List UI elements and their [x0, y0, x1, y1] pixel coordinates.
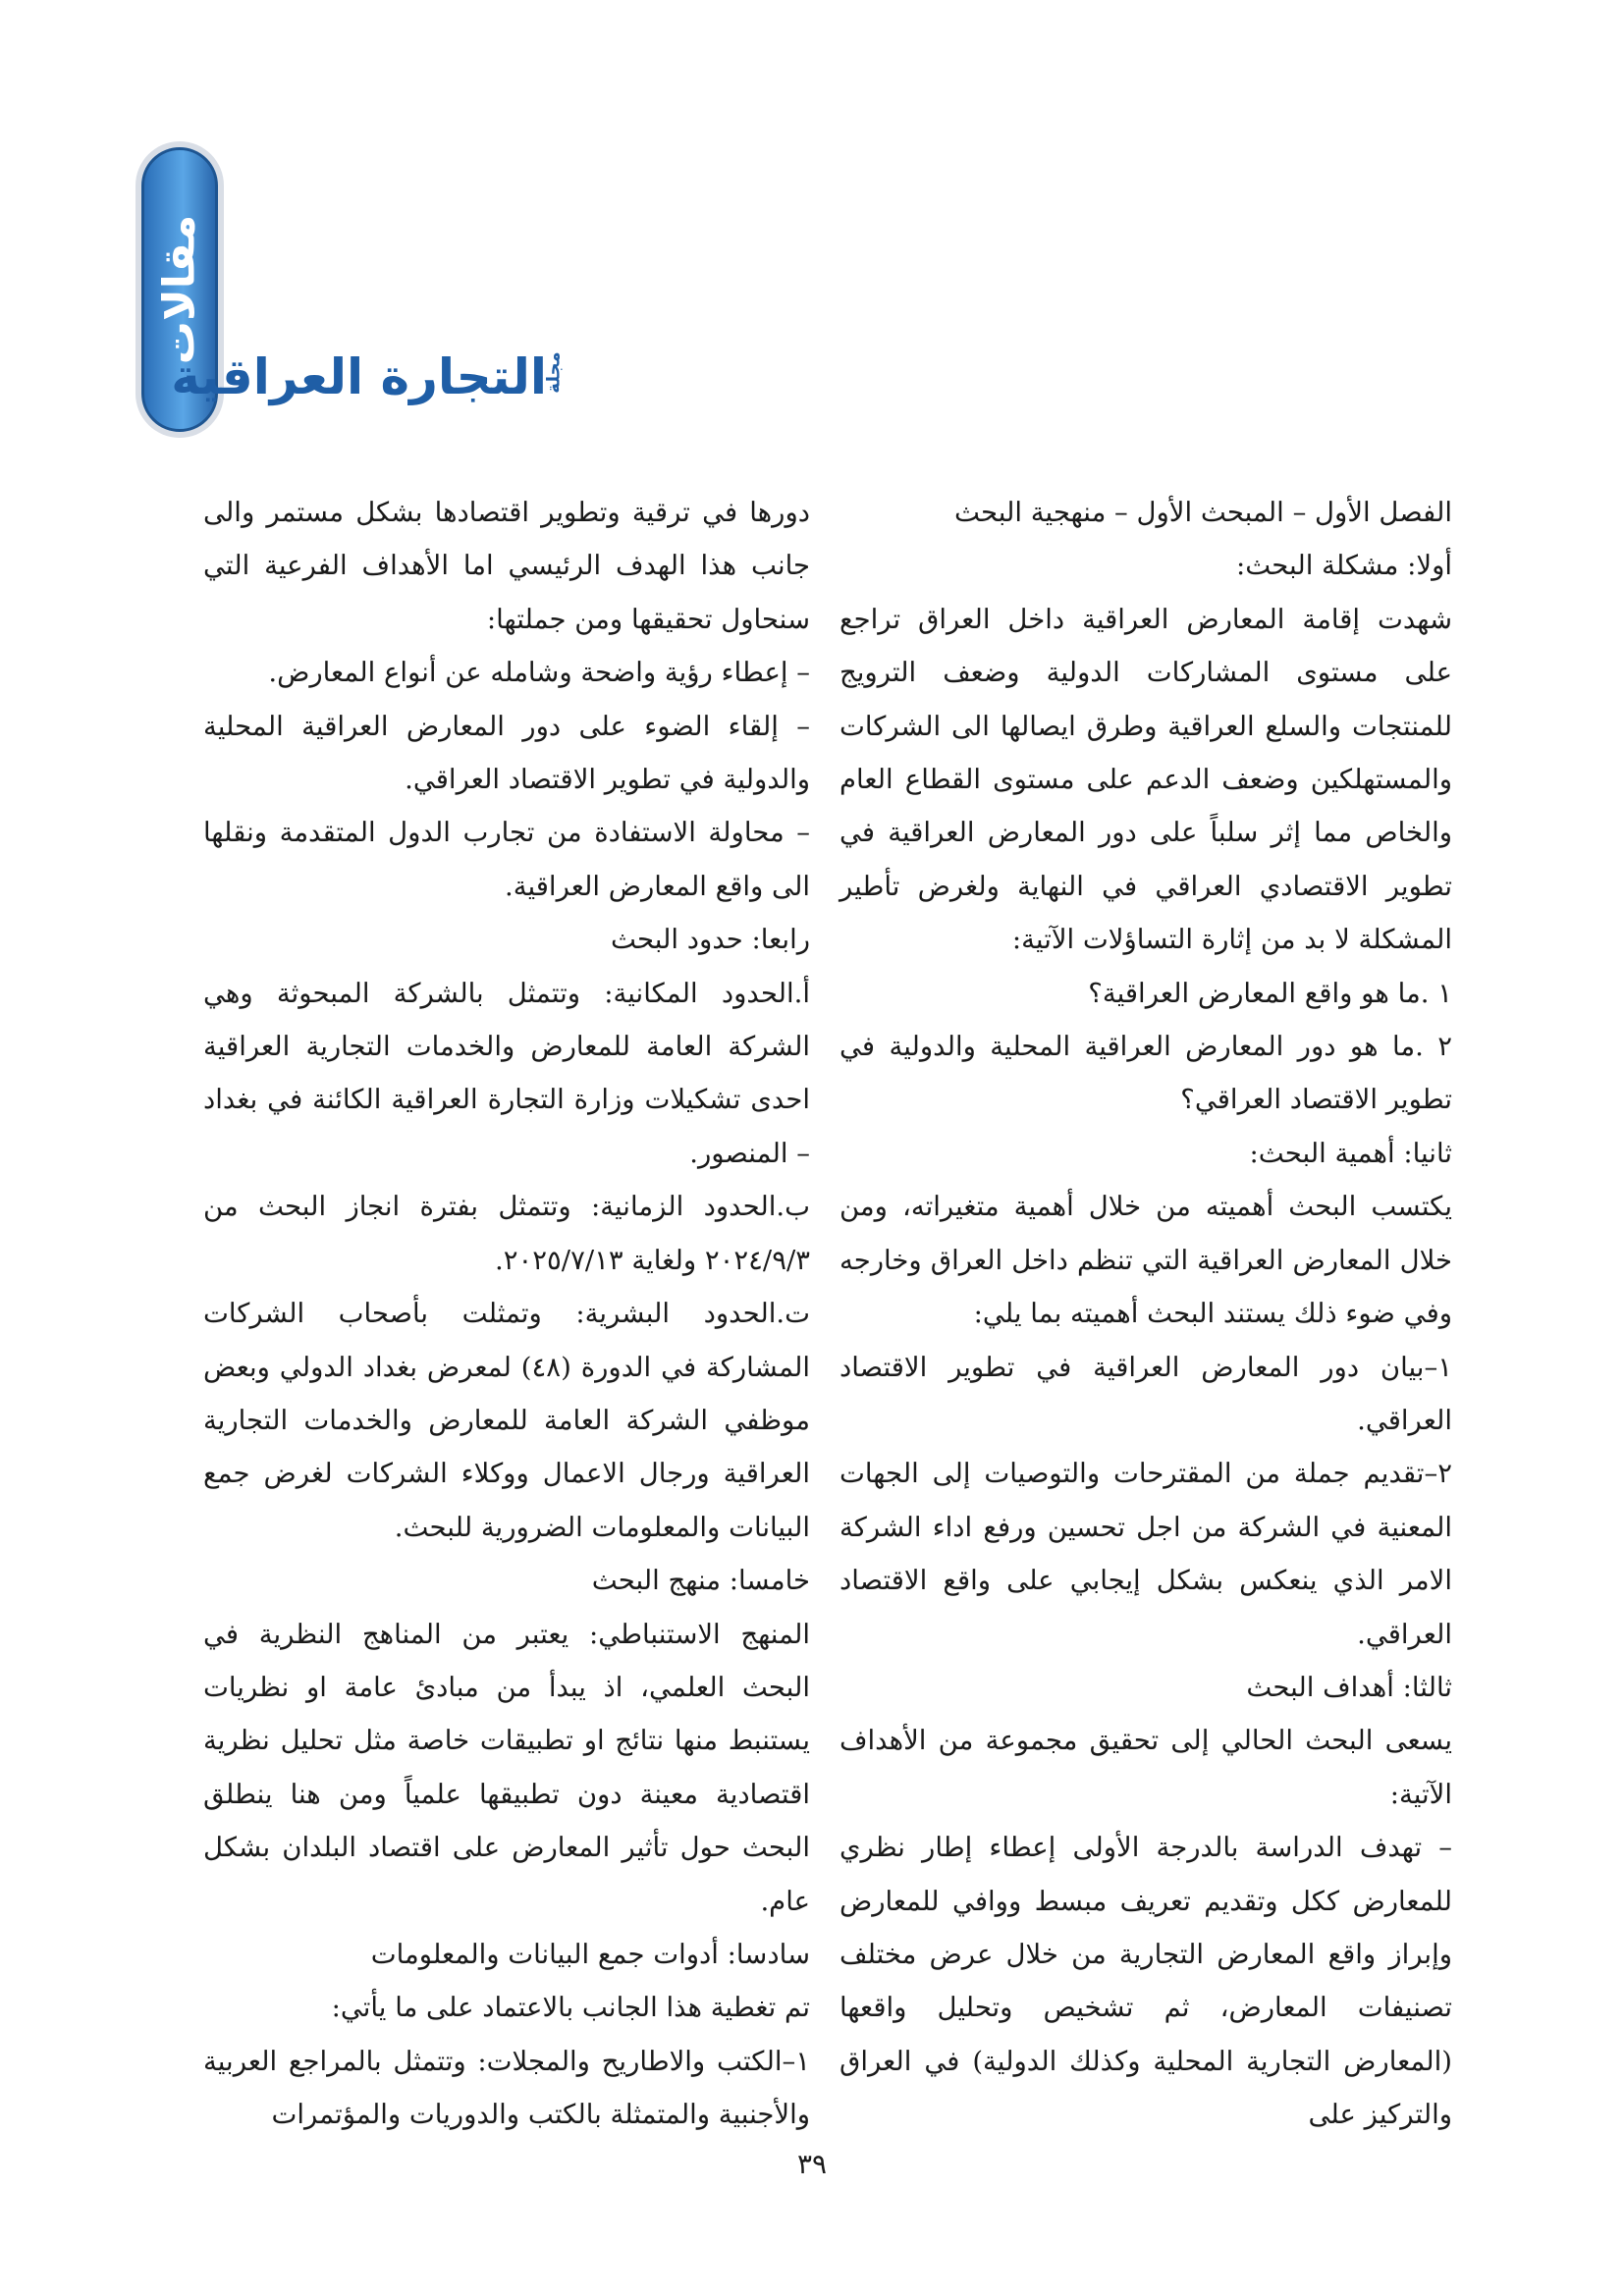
paragraph: – إعطاء رؤية واضحة وشامله عن أنواع المعارض. — [268, 657, 810, 689]
magazine-logo-small: مجلة — [543, 351, 565, 394]
paragraph: ثانيا: أهمية البحث: — [1249, 1137, 1452, 1169]
section-tab-label: مقالات — [154, 214, 205, 365]
paragraph: ٢–تقديم جملة من المقترحات والتوصيات إلى الجهات المعنية في الشركة من اجل تحسين ورفع اداء الشركة الامر الذي ينعكس بشكل إيجابي على واقع الاقتصاد العراقي. — [839, 1458, 1452, 1650]
paragraph: خامسا: منهج البحث — [591, 1565, 810, 1597]
paragraph: – محاولة الاستفادة من تجارب الدول المتقدمة ونقلها الى واقع المعارض العراقية. — [203, 817, 810, 902]
paragraph: ١–بيان دور المعارض العراقية في تطوير الاقتصاد العراقي. — [839, 1351, 1452, 1436]
paragraph: ١ .ما هو واقع المعارض العراقية؟ — [1088, 977, 1452, 1009]
paragraph: سادسا: أدوات جمع البيانات والمعلومات — [370, 1938, 810, 1970]
paragraph: – إلقاء الضوء على دور المعارض العراقية المحلية والدولية في تطوير الاقتصاد العراقي. — [203, 710, 810, 796]
paragraph: يسعى البحث الحالي إلى تحقيق مجموعة من الأهداف الآتية: — [839, 1725, 1452, 1810]
paragraph: تم تغطية هذا الجانب بالاعتماد على ما يأتي: — [331, 1992, 810, 2024]
paragraph: ٢ .ما هو دور المعارض العراقية المحلية والدولية في تطوير الاقتصاد العراقي؟ — [839, 1031, 1452, 1116]
paragraph: يكتسب البحث أهميته من خلال أهمية متغيراته، ومن خلال المعارض العراقية التي تنظم داخل العراق وخارجه وفي ضوء ذلك يستند البحث أهميته بما يلي: — [839, 1191, 1452, 1330]
paragraph: أ.الحدود المكانية: وتتمثل بالشركة المبحوثة وهي الشركة العامة للمعارض والخدمات التجارية العراقية احدى تشكيلات وزارة التجارة العراقية الكائنة في بغداد – المنصور. — [203, 977, 810, 1169]
right-column — [839, 486, 1452, 2142]
magazine-logo-name: التجارة العراقية — [171, 348, 547, 405]
paragraph: المنهج الاستنباطي: يعتبر من المناهج النظرية في البحث العلمي، اذ يبدأ من مبادئ عامة او نظريات يستنبط منها نتائج او تطبيقات خاصة مثل تحليل نظرية اقتصادية معينة دون تطبيقها علمياً ومن هنا ينطلق البحث حول تأثير المعارض على اقتصاد البلدان بشكل عام. — [203, 1618, 810, 1917]
paragraph: ١–الكتب والاطاريح والمجلات: وتتمثل بالمراجع العربية والأجنبية والمتمثلة بالكتب والدوريات والمؤتمرات — [203, 2045, 810, 2131]
magazine-logo — [171, 348, 574, 427]
paragraph: رابعا: حدود البحث — [610, 924, 810, 956]
paragraph: الفصل الأول – المبحث الأول – منهجية البحث — [953, 497, 1452, 528]
left-column — [203, 486, 810, 2142]
paragraph: شهدت إقامة المعارض العراقية داخل العراق تراجع على مستوى المشاركات الدولية وضعف الترويج للمنتجات والسلع العراقية وطرق ايصالها الى الشركات والمستهلكين وضعف الدعم على مستوى القطاع العام والخاص مما إثر سلباً على دور المعارض العراقية في تطوير الاقتصادي العراقي في النهاية ولغرض تأطير المشكلة لا بد من إثارة التساؤلات الآتية: — [839, 603, 1452, 956]
paragraph: ب.الحدود الزمانية: وتتمثل بفترة انجاز البحث من ٢٠٢٤/٩/٣ ولغاية ٢٠٢٥/٧/١٣. — [203, 1191, 810, 1276]
page-number: ٣٩ — [796, 2148, 828, 2180]
paragraph: أولا: مشكلة البحث: — [1236, 550, 1452, 582]
paragraph: ثالثا: أهداف البحث — [1246, 1671, 1452, 1703]
paragraph: دورها في ترقية وتطوير اقتصادها بشكل مستمر والى جانب هذا الهدف الرئيسي اما الأهداف الفرعية التي سنحاول تحقيقها ومن جملتها: — [203, 497, 810, 635]
paragraph: – تهدف الدراسة بالدرجة الأولى إعطاء إطار نظري للمعارض ككل وتقديم تعريف مبسط ووافي للمعارض وإبراز واقع المعارض التجارية من خلال عرض مختلف تصنيفات المعارض، ثم تشخيص وتحليل واقعها (المعارض التجارية المحلية وكذلك الدولية) في العراق والتركيز على — [839, 1832, 1452, 2131]
paragraph: ت.الحدود البشرية: وتمثلت بأصحاب الشركات المشاركة في الدورة (٤٨) لمعرض بغداد الدولي وبعض موظفي الشركة العامة للمعارض والخدمات التجارية العراقية ورجال الاعمال ووكلاء الشركات لغرض جمع البيانات والمعلومات الضرورية للبحث. — [203, 1298, 810, 1543]
